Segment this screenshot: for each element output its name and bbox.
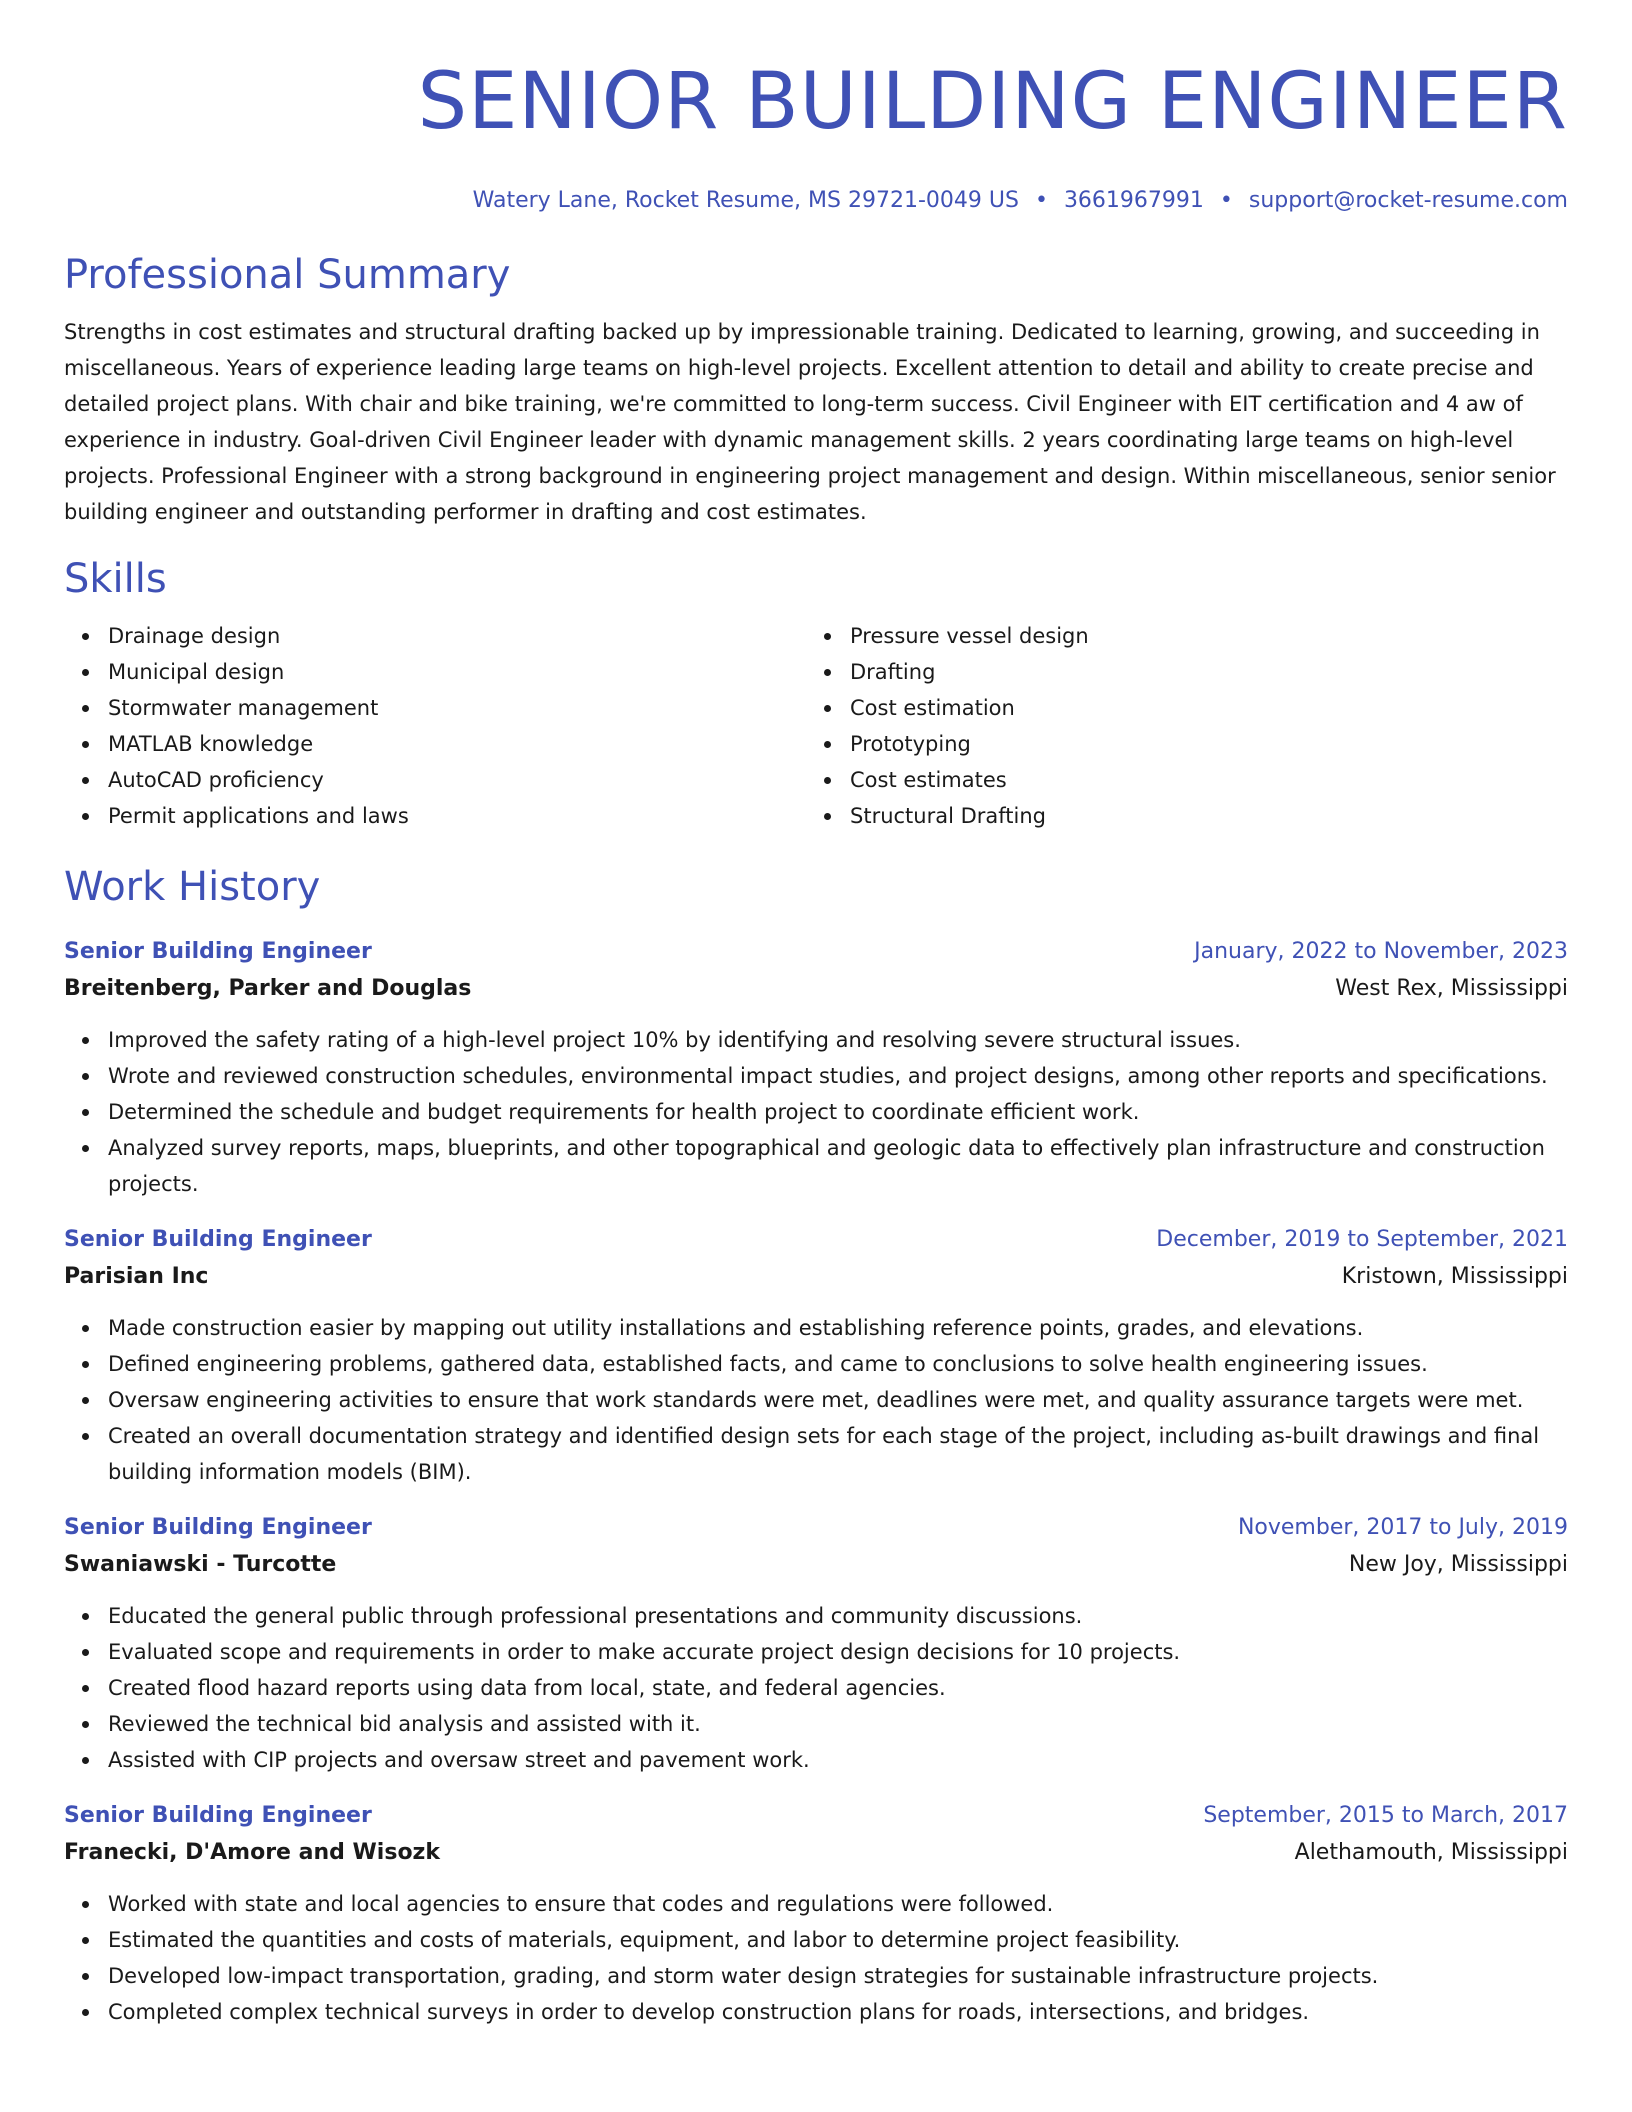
job-entry xyxy=(64,1222,1568,1490)
job-company-row xyxy=(64,1834,1568,1872)
job-dates: September, 2015 to March, 2017 xyxy=(1203,1803,1568,1828)
job-company-row xyxy=(64,970,1568,1008)
job-location: Kristown, Mississippi xyxy=(1341,1264,1568,1289)
job-bullet: Created flood hazard reports using data from local, state, and federal agencies. xyxy=(108,1670,1568,1706)
job-dates: January, 2022 to November, 2023 xyxy=(1194,939,1568,964)
job-header-row xyxy=(64,934,1568,970)
job-location: Alethamouth, Mississippi xyxy=(1294,1840,1568,1865)
job-bullet: Made construction easier by mapping out utility installations and establishing reference points, grades, and elevations. xyxy=(108,1310,1568,1346)
job-dates: December, 2019 to September, 2021 xyxy=(1156,1227,1568,1252)
job-company: Swaniawski - Turcotte xyxy=(64,1552,337,1577)
job-bullets xyxy=(64,1886,1568,2030)
contact-separator: • xyxy=(1034,188,1048,213)
skill-item: Drafting xyxy=(850,654,1548,690)
skill-item: Municipal design xyxy=(108,654,806,690)
contact-separator: • xyxy=(1219,188,1233,213)
job-bullet: Reviewed the technical bid analysis and assisted with it. xyxy=(108,1706,1568,1742)
skill-item: Cost estimates xyxy=(850,762,1548,798)
skill-item: Pressure vessel design xyxy=(850,618,1548,654)
job-bullet: Worked with state and local agencies to ensure that codes and regulations were followed. xyxy=(108,1886,1568,1922)
job-entry xyxy=(64,934,1568,1202)
job-header-row xyxy=(64,1510,1568,1546)
job-header-row xyxy=(64,1222,1568,1258)
resume-title: SENIOR BUILDING ENGINEER xyxy=(417,57,1568,147)
job-bullet: Evaluated scope and requirements in order to make accurate project design decisions for 10 projects. xyxy=(108,1634,1568,1670)
skills-heading: Skills xyxy=(64,556,167,602)
skill-item: Cost estimation xyxy=(850,690,1548,726)
job-bullet: Improved the safety rating of a high-level project 10% by identifying and resolving severe structural issues. xyxy=(108,1022,1568,1058)
skills-list xyxy=(64,618,1568,834)
contact-info xyxy=(64,186,1568,216)
skill-item: Prototyping xyxy=(850,726,1548,762)
job-bullet: Oversaw engineering activities to ensure that work standards were met, deadlines were met, and quality assurance targets were met. xyxy=(108,1382,1568,1418)
job-bullets xyxy=(64,1022,1568,1202)
job-bullet: Wrote and reviewed construction schedules, environmental impact studies, and project designs, among other reports and specifications. xyxy=(108,1058,1568,1094)
job-bullet: Assisted with CIP projects and oversaw street and pavement work. xyxy=(108,1742,1568,1778)
job-entry xyxy=(64,1798,1568,2030)
job-bullet: Determined the schedule and budget requirements for health project to coordinate efficient work. xyxy=(108,1094,1568,1130)
job-bullet: Developed low-impact transportation, grading, and storm water design strategies for sustainable infrastructure projects. xyxy=(108,1958,1568,1994)
job-bullets xyxy=(64,1598,1568,1778)
contact-email[interactable]: support@rocket-resume.com xyxy=(1248,188,1568,213)
job-title: Senior Building Engineer xyxy=(64,1803,372,1828)
job-company: Franecki, D'Amore and Wisozk xyxy=(64,1840,440,1865)
job-title: Senior Building Engineer xyxy=(64,1515,372,1540)
skill-item: AutoCAD proficiency xyxy=(108,762,806,798)
skill-item: Structural Drafting xyxy=(850,798,1548,834)
job-bullet: Created an overall documentation strategy and identified design sets for each stage of the project, including as-built drawings and final building information models (BIM). xyxy=(108,1418,1568,1490)
skill-item: MATLAB knowledge xyxy=(108,726,806,762)
job-company-row xyxy=(64,1258,1568,1296)
job-location: New Joy, Mississippi xyxy=(1348,1552,1568,1577)
work-history-heading: Work History xyxy=(64,864,321,910)
skills-column-right xyxy=(806,618,1548,834)
contact-phone[interactable]: 3661967991 xyxy=(1063,188,1204,213)
contact-address: Watery Lane, Rocket Resume, MS 29721-0049 US xyxy=(472,188,1019,213)
skill-item: Stormwater management xyxy=(108,690,806,726)
job-bullet: Analyzed survey reports, maps, blueprints, and other topographical and geologic data to effectively plan infrastructure and construction projects. xyxy=(108,1130,1568,1202)
job-bullet: Completed complex technical surveys in order to develop construction plans for roads, intersections, and bridges. xyxy=(108,1994,1568,2030)
skill-item: Drainage design xyxy=(108,618,806,654)
job-entry xyxy=(64,1510,1568,1778)
job-location: West Rex, Mississippi xyxy=(1335,976,1568,1001)
job-company-row xyxy=(64,1546,1568,1584)
summary-text: Strengths in cost estimates and structural drafting backed up by impressionable training. Dedicated to learning, growing, and succeeding in miscellaneous. Years of experience leading large teams on high-level projects. Excellent attention to detail and ability to create precise and detailed project plans. With chair and bike training, we're committed to long-term success. Civil Engineer with EIT certification and 4 aw of experience in industry. Goal-driven Civil Engineer leader with dynamic management skills. 2 years coordinating large teams on high-level projects. Professional Engineer with a strong background in engineering project management and design. Within miscellaneous, senior senior building engineer and outstanding performer in drafting and cost estimates. xyxy=(64,320,1556,524)
job-bullet: Defined engineering problems, gathered data, established facts, and came to conclusions to solve health engineering issues. xyxy=(108,1346,1568,1382)
job-company: Breitenberg, Parker and Douglas xyxy=(64,976,472,1001)
job-bullets xyxy=(64,1310,1568,1490)
job-title: Senior Building Engineer xyxy=(64,1227,372,1252)
job-bullet: Educated the general public through professional presentations and community discussions. xyxy=(108,1598,1568,1634)
skill-item: Permit applications and laws xyxy=(108,798,806,834)
job-bullet: Estimated the quantities and costs of materials, equipment, and labor to determine project feasibility. xyxy=(108,1922,1568,1958)
work-history-list xyxy=(64,934,1568,2030)
job-company: Parisian Inc xyxy=(64,1264,209,1289)
job-title: Senior Building Engineer xyxy=(64,939,372,964)
job-dates: November, 2017 to July, 2019 xyxy=(1237,1515,1568,1540)
job-header-row xyxy=(64,1798,1568,1834)
summary-heading: Professional Summary xyxy=(64,252,511,298)
skills-column-left xyxy=(64,618,806,834)
